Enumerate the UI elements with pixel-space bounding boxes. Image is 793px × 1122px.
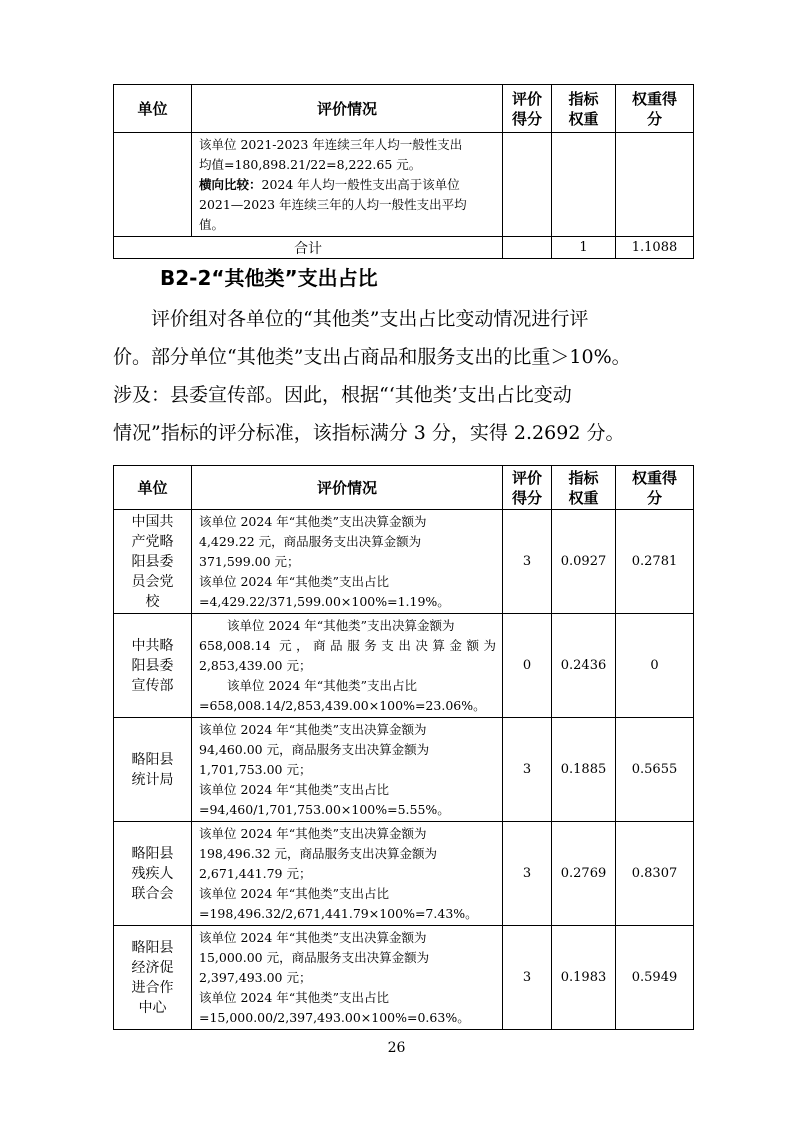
score-cell: 3 bbox=[503, 926, 552, 1030]
unit-cell: 略阳县 经济促 进合作 中心 bbox=[114, 926, 192, 1030]
total-label: 合计 bbox=[114, 237, 503, 259]
header-unit: 单位 bbox=[114, 466, 192, 510]
evaluation-cell: 该单位 2024 年“其他类”支出决算金额为 94,460.00 元，商品服务支出决算金额为 1,701,753.00 元； 该单位 2024 年“其他类”支出占比 =94,460/1,701,753.00×100%=5.55%。 bbox=[192, 718, 503, 822]
total-weight: 1 bbox=[552, 237, 616, 259]
table-row bbox=[114, 614, 694, 718]
table-row bbox=[114, 822, 694, 926]
evaluation-cell: 该单位 2024 年“其他类”支出决算金额为 198,496.32 元，商品服务支出决算金额为 2,671,441.79 元； 该单位 2024 年“其他类”支出占比 =198,496.32/2,671,441.79×100%=7.43%。 bbox=[192, 822, 503, 926]
weight-cell: 0.1983 bbox=[552, 926, 616, 1030]
score-cell: 3 bbox=[503, 718, 552, 822]
header-score: 评价 得分 bbox=[503, 466, 552, 510]
table-continued bbox=[113, 84, 694, 259]
evaluation-cell: 该单位 2021-2023 年连续三年人均一般性支出 均值=180,898.21/22=8,222.65 元。 横向比较：2024 年人均一般性支出高于该单位 2021—2023 年连续三年的人均一般性支出平均 值。 bbox=[192, 133, 503, 237]
section-paragraph: 评价组对各单位的“其他类”支出占比变动情况进行评 价。部分单位“其他类”支出占商品和服务支出的比重＞10%。 涉及：县委宣传部。因此，根据“‘其他类’支出占比变动 情况”指标的评分标准，该指标满分 3 分，实得 2.2692 分。 bbox=[113, 308, 631, 444]
weighted-score-cell: 0 bbox=[616, 614, 694, 718]
score-cell: 3 bbox=[503, 510, 552, 614]
total-weighted-score: 1.1088 bbox=[616, 237, 694, 259]
table-row bbox=[114, 510, 694, 614]
weight-cell: 0.2769 bbox=[552, 822, 616, 926]
section-heading: B2-2“其他类”支出占比 bbox=[160, 266, 378, 290]
weighted-score-cell: 0.5655 bbox=[616, 718, 694, 822]
header-score: 评价 得分 bbox=[503, 85, 552, 133]
unit-cell-empty bbox=[114, 133, 192, 237]
table-row bbox=[114, 133, 694, 237]
page-number: 26 bbox=[387, 1040, 406, 1056]
header-weight: 指标 权重 bbox=[552, 466, 616, 510]
header-evaluation: 评价情况 bbox=[192, 466, 503, 510]
evaluation-cell: 该单位 2024 年“其他类”支出决算金额为 658,008.14 元，商品服务支出决算金额为 2,853,439.00 元； 该单位 2024 年“其他类”支出占比 =658,008.14/2,853,439.00×100%=23.06%。 bbox=[192, 614, 503, 718]
weight-cell: 0.2436 bbox=[552, 614, 616, 718]
header-weighted-score: 权重得 分 bbox=[616, 466, 694, 510]
table-header-row bbox=[114, 466, 694, 510]
table-row bbox=[114, 718, 694, 822]
comparison-label: 横向比较： bbox=[199, 176, 262, 192]
score-cell: 0 bbox=[503, 614, 552, 718]
weighted-score-cell: 0.2781 bbox=[616, 510, 694, 614]
evaluation-cell: 该单位 2024 年“其他类”支出决算金额为 4,429.22 元，商品服务支出决算金额为 371,599.00 元； 该单位 2024 年“其他类”支出占比 =4,429.22/371,599.00×100%=1.19%。 bbox=[192, 510, 503, 614]
unit-cell: 中国共 产党略 阳县委 员会党 校 bbox=[114, 510, 192, 614]
unit-cell: 略阳县 残疾人 联合会 bbox=[114, 822, 192, 926]
header-weight: 指标 权重 bbox=[552, 85, 616, 133]
unit-cell: 略阳县 统计局 bbox=[114, 718, 192, 822]
weight-cell: 0.1885 bbox=[552, 718, 616, 822]
evaluation-cell: 该单位 2024 年“其他类”支出决算金额为 15,000.00 元，商品服务支出决算金额为 2,397,493.00 元； 该单位 2024 年“其他类”支出占比 =15,000.00/2,397,493.00×100%=0.63%。 bbox=[192, 926, 503, 1030]
weighted-score-cell: 0.5949 bbox=[616, 926, 694, 1030]
header-unit: 单位 bbox=[114, 85, 192, 133]
unit-cell: 中共略 阳县委 宣传部 bbox=[114, 614, 192, 718]
weight-cell: 0.0927 bbox=[552, 510, 616, 614]
table-header-row bbox=[114, 85, 694, 133]
header-weighted-score: 权重得 分 bbox=[616, 85, 694, 133]
weighted-score-cell: 0.8307 bbox=[616, 822, 694, 926]
total-row bbox=[114, 237, 694, 259]
score-cell: 3 bbox=[503, 822, 552, 926]
table-row bbox=[114, 926, 694, 1030]
other-expense-table bbox=[113, 465, 694, 1030]
header-evaluation: 评价情况 bbox=[192, 85, 503, 133]
